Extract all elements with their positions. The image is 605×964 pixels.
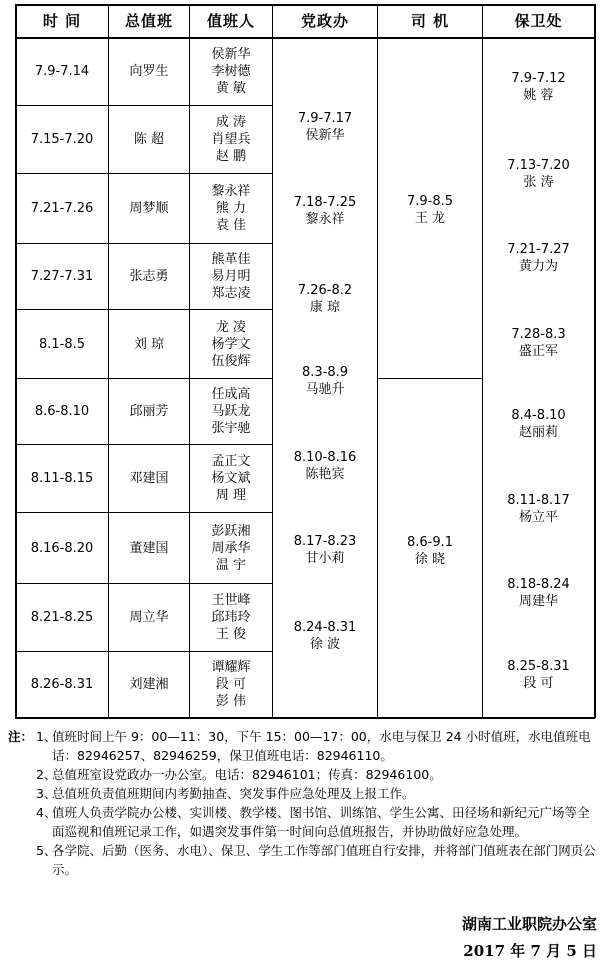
party-office-name: 徐 波 bbox=[309, 637, 341, 652]
row-staff bbox=[190, 38, 272, 105]
driver-entry bbox=[378, 529, 482, 573]
party-office-date: 8.17-8.23 bbox=[293, 534, 357, 549]
note-text: 总值班室设党政办一办公室。电话：82946101；传真：82946100。 bbox=[52, 767, 442, 782]
row-date: 7.15-7.20 bbox=[30, 132, 94, 147]
signature-date: 2017 年 7 月 5 日 bbox=[463, 942, 597, 960]
party-office-name: 陈艳宾 bbox=[305, 467, 345, 482]
party-office-entry bbox=[273, 359, 377, 403]
party-office-entry bbox=[273, 189, 377, 233]
table-border-bottom bbox=[15, 717, 595, 719]
party-office-entry bbox=[273, 614, 377, 658]
security-entry bbox=[483, 487, 594, 531]
party-office-date: 8.24-8.31 bbox=[293, 620, 357, 635]
security-entry bbox=[483, 402, 594, 446]
row-date: 8.6-8.10 bbox=[34, 404, 90, 419]
note-item bbox=[8, 784, 600, 803]
party-office-entry bbox=[273, 444, 377, 488]
staff-name: 侯新华 bbox=[211, 47, 251, 62]
staff-name: 袁 佳 bbox=[215, 218, 247, 233]
driver-name: 徐 晓 bbox=[414, 552, 446, 567]
row-date: 8.26-8.31 bbox=[30, 677, 94, 692]
party-office-entry bbox=[273, 528, 377, 572]
note-number: 4、 bbox=[36, 805, 57, 820]
note-number: 1、 bbox=[36, 729, 57, 744]
security-date: 7.13-7.20 bbox=[507, 158, 570, 173]
party-office-name: 康 琼 bbox=[309, 300, 341, 315]
driver-date: 8.6-9.1 bbox=[406, 535, 454, 550]
staff-name: 温 宇 bbox=[215, 557, 247, 573]
row-staff bbox=[190, 445, 272, 512]
staff-name: 易月明 bbox=[211, 269, 251, 284]
party-office-date: 7.26-8.2 bbox=[297, 283, 353, 298]
staff-name: 彭 伟 bbox=[215, 694, 247, 709]
row-staff bbox=[190, 513, 272, 583]
security-date: 7.9-7.12 bbox=[511, 71, 566, 86]
staff-name: 邱玮玲 bbox=[211, 610, 251, 625]
notes-label: 注： bbox=[8, 729, 34, 744]
driver-entry bbox=[378, 188, 482, 232]
staff-name: 黎永祥 bbox=[211, 184, 251, 199]
row-date: 7.9-7.14 bbox=[34, 64, 90, 79]
security-name: 段 可 bbox=[523, 676, 554, 691]
driver-date: 7.9-8.5 bbox=[406, 194, 454, 209]
row-date: 8.11-8.15 bbox=[30, 471, 94, 486]
signature-org: 湖南工业职院办公室 bbox=[461, 915, 597, 933]
security-name: 周建华 bbox=[518, 594, 558, 609]
header-driver: 司 机 bbox=[410, 11, 450, 30]
party-office-name: 甘小莉 bbox=[305, 551, 345, 566]
party-office-date: 7.9-7.17 bbox=[297, 111, 353, 126]
header-security: 保卫处 bbox=[514, 11, 563, 30]
note-number: 3、 bbox=[36, 786, 57, 801]
security-entry bbox=[483, 321, 594, 365]
row-date: 7.21-7.26 bbox=[30, 201, 94, 216]
staff-name: 李树德 bbox=[211, 64, 251, 79]
staff-name: 谭耀辉 bbox=[211, 660, 251, 675]
row-chief: 周梦顺 bbox=[129, 201, 169, 216]
row-staff bbox=[190, 174, 272, 243]
staff-name: 龙 凌 bbox=[215, 319, 247, 335]
row-staff bbox=[190, 106, 272, 173]
staff-name: 周 理 bbox=[215, 488, 247, 503]
col-divider bbox=[377, 4, 378, 718]
security-date: 8.18-8.24 bbox=[507, 577, 570, 592]
note-number: 5、 bbox=[36, 843, 57, 858]
note-item bbox=[8, 765, 600, 784]
security-date: 7.21-7.27 bbox=[507, 242, 570, 257]
party-office-date: 8.3-8.9 bbox=[301, 365, 349, 380]
security-name: 盛正军 bbox=[518, 344, 558, 359]
table-border-right bbox=[594, 4, 596, 718]
header-chief-duty: 总值班 bbox=[124, 11, 173, 30]
row-date: 7.27-7.31 bbox=[30, 269, 94, 284]
row-staff bbox=[190, 244, 272, 309]
security-name: 黄力为 bbox=[518, 259, 558, 274]
staff-name: 王世峰 bbox=[211, 593, 251, 608]
row-staff bbox=[190, 584, 272, 651]
security-date: 8.4-8.10 bbox=[511, 408, 566, 423]
security-date: 8.11-8.17 bbox=[507, 493, 570, 508]
party-office-entry bbox=[273, 277, 377, 321]
security-name: 张 涛 bbox=[523, 175, 554, 190]
party-office-date: 7.18-7.25 bbox=[293, 195, 357, 210]
security-entry bbox=[483, 65, 594, 109]
staff-name: 郑志凌 bbox=[211, 286, 251, 301]
note-text: 值班时间上午 9：00—11：30，下午 15：00—17：00，水电与保卫 24 小时值班，水电值班电话：82946257、82946259，保卫值班电话：82946110。 bbox=[52, 729, 591, 763]
staff-name: 杨学文 bbox=[211, 336, 251, 352]
row-chief: 陈 超 bbox=[133, 132, 165, 147]
staff-name: 成 涛 bbox=[215, 115, 247, 130]
security-date: 7.28-8.3 bbox=[511, 327, 566, 342]
row-staff bbox=[190, 652, 272, 717]
security-entry bbox=[483, 653, 594, 697]
note-item bbox=[8, 841, 600, 879]
row-chief: 向罗生 bbox=[129, 64, 169, 79]
staff-name: 任成高 bbox=[211, 387, 251, 402]
staff-name: 肖望兵 bbox=[211, 132, 251, 147]
staff-name: 熊 力 bbox=[215, 201, 247, 216]
driver-name: 王 龙 bbox=[414, 211, 446, 226]
security-entry bbox=[483, 236, 594, 280]
staff-name: 赵 鹏 bbox=[215, 149, 247, 164]
security-entry bbox=[483, 571, 594, 615]
staff-name: 伍俊辉 bbox=[211, 353, 251, 369]
row-date: 8.16-8.20 bbox=[30, 540, 94, 556]
note-number: 2、 bbox=[36, 767, 57, 782]
row-chief: 邓建国 bbox=[129, 471, 169, 486]
party-office-date: 8.10-8.16 bbox=[293, 450, 357, 465]
staff-name: 孟正文 bbox=[211, 454, 251, 469]
note-text: 各学院、后勤（医务、水电）、保卫、学生工作等部门值班自行安排，并将部门值班表在部门网页公示。 bbox=[52, 843, 596, 877]
header-duty-staff: 值班人 bbox=[206, 11, 255, 30]
security-name: 杨立平 bbox=[518, 510, 558, 525]
note-text: 总值班负责值班期间内考勤抽查、突发事件应急处理及上报工作。 bbox=[52, 786, 415, 801]
row-chief: 张志勇 bbox=[129, 269, 169, 284]
notes-section bbox=[8, 727, 600, 879]
row-chief: 邱丽芳 bbox=[129, 404, 169, 419]
note-item bbox=[8, 727, 600, 765]
staff-name: 张宇驰 bbox=[211, 421, 251, 436]
note-text: 值班人负责学院办公楼、实训楼、教学楼、图书馆、训练馆、学生公寓、田径场和新纪元广场等全面巡视和值班记录工作，如遇突发事件第一时间向总值班报告，并协助做好应急处理。 bbox=[52, 805, 590, 839]
security-entry bbox=[483, 152, 594, 196]
staff-name: 杨文斌 bbox=[211, 471, 251, 486]
row-date: 8.1-8.5 bbox=[38, 336, 86, 352]
row-chief: 刘 琼 bbox=[133, 336, 165, 352]
staff-name: 王 俊 bbox=[215, 627, 247, 642]
note-item bbox=[8, 803, 600, 841]
security-name: 赵丽莉 bbox=[518, 425, 558, 440]
party-office-entry bbox=[273, 105, 377, 149]
party-office-name: 黎永祥 bbox=[305, 212, 345, 227]
driver-divider bbox=[377, 378, 482, 379]
row-chief: 周立华 bbox=[129, 610, 169, 625]
security-date: 8.25-8.31 bbox=[507, 659, 570, 674]
staff-name: 彭跃湘 bbox=[211, 523, 251, 539]
staff-name: 熊革佳 bbox=[211, 252, 251, 267]
party-office-name: 马驰升 bbox=[305, 382, 345, 397]
row-staff bbox=[190, 310, 272, 378]
staff-name: 马跃龙 bbox=[211, 404, 251, 419]
header-time: 时 间 bbox=[42, 11, 82, 30]
row-date: 8.21-8.25 bbox=[30, 610, 94, 625]
staff-name: 段 可 bbox=[215, 677, 247, 692]
security-name: 姚 蓉 bbox=[523, 88, 554, 103]
row-staff bbox=[190, 379, 272, 444]
staff-name: 黄 敏 bbox=[215, 81, 247, 96]
row-chief: 刘建湘 bbox=[129, 677, 169, 692]
row-chief: 董建国 bbox=[129, 540, 169, 556]
party-office-name: 侯新华 bbox=[305, 128, 345, 143]
header-party-office: 党政办 bbox=[300, 11, 349, 30]
staff-name: 周承华 bbox=[211, 540, 251, 556]
